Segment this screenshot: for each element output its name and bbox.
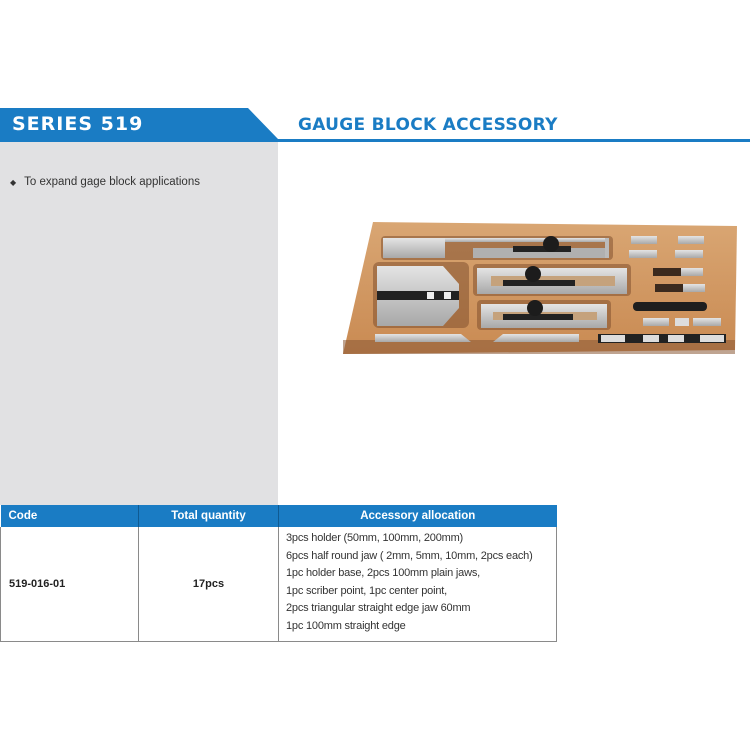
allocation-line: 2pcs triangular straight edge jaw 60mm [286, 602, 471, 615]
table-row [1, 527, 557, 641]
series-tab [0, 108, 280, 142]
spec-table [0, 505, 557, 642]
feature-text: To expand gage block applications [24, 176, 200, 188]
cell-total-quantity: 17pcs [139, 527, 279, 641]
table-header-row [1, 505, 557, 527]
series-label: SERIES 519 [12, 113, 144, 135]
feature-item [10, 176, 200, 188]
allocation-line: 1pc scriber point, 1pc center point, [286, 584, 447, 597]
cell-code: 519-016-01 [1, 527, 139, 641]
column-header-accessory-allocation: Accessory allocation [279, 505, 557, 527]
feature-panel [0, 142, 278, 505]
diamond-bullet-icon: ◆ [10, 177, 17, 187]
allocation-line: 1pc 100mm straight edge [286, 619, 406, 632]
allocation-line: 3pcs holder (50mm, 100mm, 200mm) [286, 532, 463, 544]
page-header [0, 108, 750, 142]
product-image [343, 222, 737, 362]
column-header-code: Code [1, 505, 139, 527]
header-divider [278, 139, 750, 142]
allocation-line: 6pcs half round jaw ( 2mm, 5mm, 10mm, 2pcs each) [286, 549, 533, 562]
column-header-total-quantity: Total quantity [139, 505, 279, 527]
cell-accessory-allocation [279, 527, 557, 641]
page-title: GAUGE BLOCK ACCESSORY [298, 115, 558, 135]
allocation-line: 1pc holder base, 2pcs 100mm plain jaws, [286, 567, 480, 580]
gauge-block-accessory-case-illustration [343, 222, 737, 362]
